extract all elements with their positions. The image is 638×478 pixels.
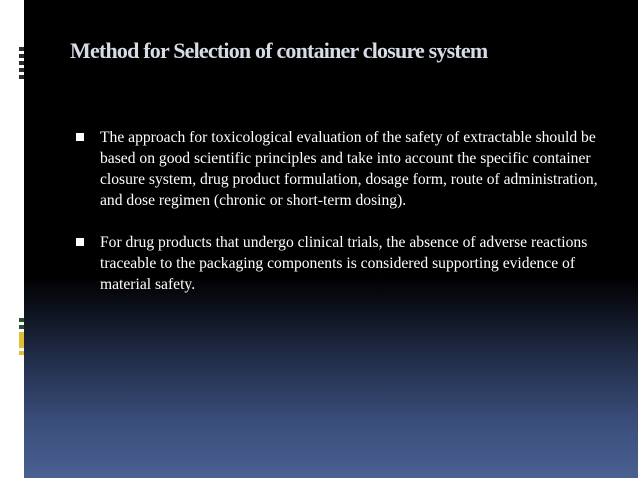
slide-title: Method for Selection of container closure system bbox=[70, 38, 488, 63]
bullet-list bbox=[76, 127, 616, 295]
rail-marks-top bbox=[19, 47, 24, 82]
square-bullet-icon bbox=[76, 238, 84, 246]
bullet-item bbox=[76, 127, 616, 211]
rail-marks-bottom bbox=[19, 318, 24, 358]
bullet-text: For drug products that undergo clinical trials, the absence of adverse reactions traceable to the packaging components is considered supporting evidence of material safety. bbox=[100, 234, 588, 293]
bullet-item bbox=[76, 232, 616, 295]
bullet-text: The approach for toxicological evaluation of the safety of extractable should be based on good scientific principles and take into account the specific container closure system, drug product formulation, dosage form, route of administration, and dose regimen (chronic or short-term dosing). bbox=[100, 129, 598, 209]
square-bullet-icon bbox=[76, 133, 84, 141]
